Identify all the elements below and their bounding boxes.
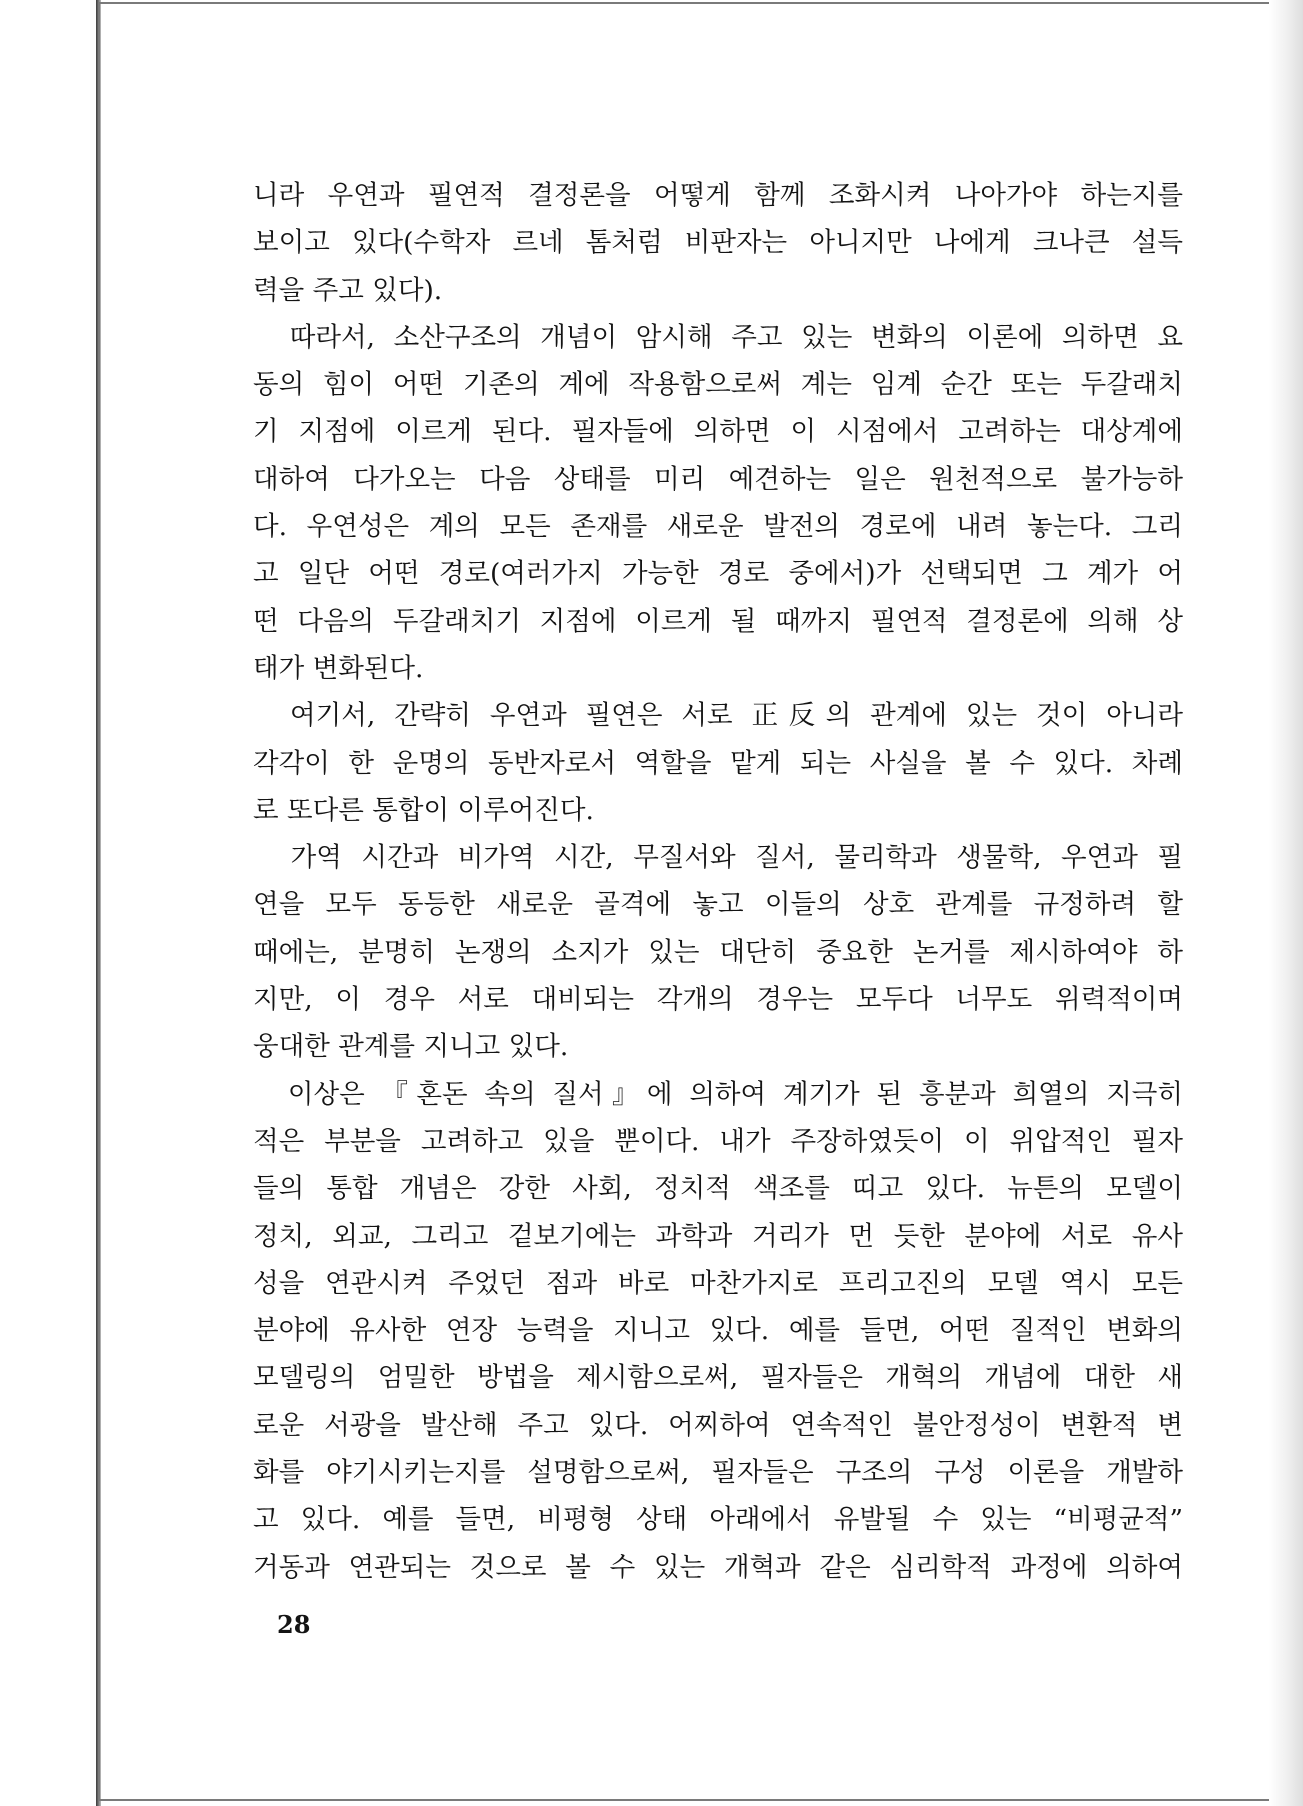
text-line: 보이고 있다(수학자 르네 톰처럼 비판자는 아니지만 나에게 크나큰 설득 [253, 227, 1183, 259]
text-line: 화를 야기시키는지를 설명함으로써, 필자들은 구조의 구성 이론을 개발하 [253, 1457, 1183, 1489]
text-line: 이상은 『혼돈 속의 질서』에 의하여 계기가 된 흥분과 희열의 지극히 [253, 1078, 1183, 1110]
text-line: 들의 통합 개념은 강한 사회, 정치적 색조를 띠고 있다. 뉴튼의 모델이 [253, 1173, 1183, 1205]
body-text [253, 172, 1183, 1591]
text-line: 가역 시간과 비가역 시간, 무질서와 질서, 물리학과 생물학, 우연과 필 [253, 842, 1183, 874]
text-line: 로운 서광을 발산해 주고 있다. 어찌하여 연속적인 불안정성이 변환적 변 [253, 1409, 1183, 1441]
text-line: 태가 변화된다. [253, 652, 424, 684]
page-number: 28 [277, 1610, 311, 1639]
text-line: 성을 연관시켜 주었던 점과 바로 마찬가지로 프리고진의 모델 역시 모든 [253, 1267, 1183, 1299]
text-line: 정치, 외교, 그리고 겉보기에는 과학과 거리가 먼 듯한 분야에 서로 유사 [253, 1220, 1183, 1252]
text-line: 니라 우연과 필연적 결정론을 어떻게 함께 조화시켜 나아가야 하는지를 [253, 180, 1183, 211]
text-line: 고 있다. 예를 들면, 비평형 상태 아래에서 유발될 수 있는 “비평균적” [253, 1504, 1183, 1536]
text-line: 지만, 이 경우 서로 대비되는 각개의 경우는 모두다 너무도 위력적이며 [253, 984, 1183, 1016]
text-line: 연을 모두 동등한 새로운 골격에 놓고 이들의 상호 관계를 규정하려 할 [253, 889, 1183, 921]
text-line: 때에는, 분명히 논쟁의 소지가 있는 대단히 중요한 논거를 제시하여야 하 [253, 936, 1183, 968]
text-line: 동의 힘이 어떤 기존의 계에 작용함으로써 계는 임계 순간 또는 두갈래치 [253, 369, 1183, 401]
text-line: 여기서, 간략히 우연과 필연은 서로 正反의 관계에 있는 것이 아니라 [253, 700, 1183, 732]
text-line: 분야에 유사한 연장 능력을 지니고 있다. 예를 들면, 어떤 질적인 변화의 [253, 1315, 1183, 1347]
text-line: 거동과 연관되는 것으로 볼 수 있는 개혁과 같은 심리학적 과정에 의하여 [253, 1551, 1183, 1583]
text-line: 다. 우연성은 계의 모든 존재를 새로운 발전의 경로에 내려 놓는다. 그리 [253, 511, 1183, 543]
text-line: 모델링의 엄밀한 방법을 제시함으로써, 필자들은 개혁의 개념에 대한 새 [253, 1362, 1183, 1394]
text-line: 적은 부분을 고려하고 있을 뿐이다. 내가 주장하였듯이 이 위압적인 필자 [253, 1125, 1183, 1157]
text-line: 로 또다른 통합이 이루어진다. [253, 794, 594, 826]
text-line: 각각이 한 운명의 동반자로서 역할을 맡게 되는 사실을 볼 수 있다. 차례 [253, 747, 1183, 779]
text-line: 대하여 다가오는 다음 상태를 미리 예견하는 일은 원천적으로 불가능하 [253, 463, 1183, 495]
text-line: 기 지점에 이르게 된다. 필자들에 의하면 이 시점에서 고려하는 대상계에 [253, 416, 1183, 448]
text-line: 따라서, 소산구조의 개념이 암시해 주고 있는 변화의 이론에 의하면 요 [253, 321, 1183, 353]
page-edge-shadow [1269, 0, 1303, 1806]
text-line: 웅대한 관계를 지니고 있다. [253, 1031, 569, 1063]
text-line: 떤 다음의 두갈래치기 지점에 이르게 될 때까지 필연적 결정론에 의해 상 [253, 605, 1183, 637]
text-line: 력을 주고 있다). [253, 274, 443, 306]
text-line: 고 일단 어떤 경로(여러가지 가능한 경로 중에서)가 선택되면 그 계가 어 [253, 558, 1183, 590]
